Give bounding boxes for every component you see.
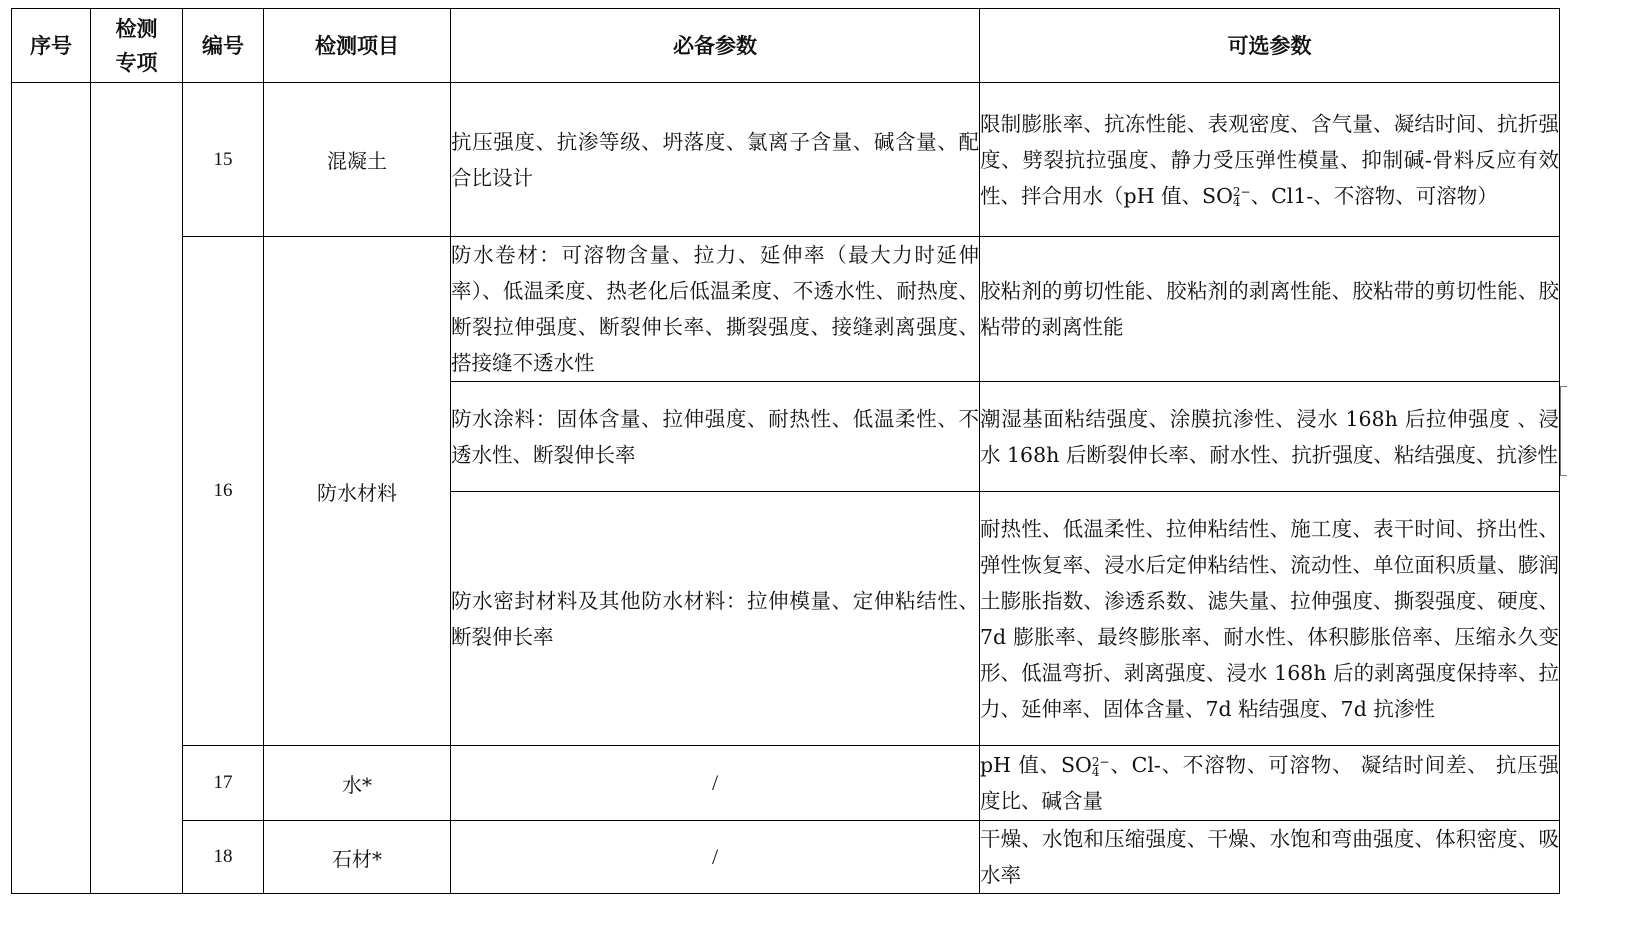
sulfate-formula: SO 2− 4	[1202, 183, 1251, 209]
optional-cell: pH 值、SO 2− 4 、Cl-、不溶物、可溶物、 凝结时间差、 抗压强度比、碱含量	[980, 746, 1560, 821]
code-cell: 15	[183, 83, 264, 237]
required-cell: 防水密封材料及其他防水材料：拉伸模量、定伸粘结性、断裂伸长率	[451, 492, 980, 746]
header-category: 检测专项	[91, 9, 183, 83]
required-cell: 防水涂料：固体含量、拉伸强度、耐热性、低温柔性、不透水性、断裂伸长率	[451, 382, 980, 492]
category-cell	[91, 83, 183, 894]
table-row	[12, 821, 1560, 894]
required-cell: /	[451, 821, 980, 894]
header-item: 检测项目	[264, 9, 451, 83]
table-row	[12, 746, 1560, 821]
sulfate-formula: SO 2− 4	[1060, 753, 1110, 779]
optional-cell: 潮湿基面粘结强度、涂膜抗渗性、浸水 168h 后拉伸强度 、浸水 168h 后断裂伸长率、耐水性、抗折强度、粘结强度、抗渗性	[980, 382, 1560, 492]
page-edge-marker	[1560, 386, 1567, 476]
item-cell: 石材*	[264, 821, 451, 894]
header-required: 必备参数	[451, 9, 980, 83]
optional-cell: 耐热性、低温柔性、拉伸粘结性、施工度、表干时间、挤出性、弹性恢复率、浸水后定伸粘结性、流动性、单位面积质量、膨润土膨胀指数、渗透系数、滤失量、拉伸强度、撕裂强度、硬度、7d 膨胀率、最终膨胀率、耐水性、体积膨胀倍率、压缩永久变形、低温弯折、剥离强度、浸水 168h 后的剥离强度保持率、拉力、延伸率、固体含量、7d 粘结强度、7d 抗渗性	[980, 492, 1560, 746]
parameter-table	[11, 8, 1560, 894]
header-seq: 序号	[12, 9, 91, 83]
header-code: 编号	[183, 9, 264, 83]
item-cell: 水*	[264, 746, 451, 821]
table-row	[12, 237, 1560, 382]
required-cell: /	[451, 746, 980, 821]
optional-cell: 限制膨胀率、抗冻性能、表观密度、含气量、凝结时间、抗折强度、劈裂抗拉强度、静力受压弹性模量、抑制碱-骨料反应有效性、拌合用水（pH 值、SO 2− 4 、Cl1-、不溶物、可溶物）	[980, 83, 1560, 237]
required-cell: 抗压强度、抗渗等级、坍落度、氯离子含量、碱含量、配合比设计	[451, 83, 980, 237]
header-optional: 可选参数	[980, 9, 1560, 83]
optional-cell: 胶粘剂的剪切性能、胶粘剂的剥离性能、胶粘带的剪切性能、胶粘带的剥离性能	[980, 237, 1560, 382]
optional-cell: 干燥、水饱和压缩强度、干燥、水饱和弯曲强度、体积密度、吸水率	[980, 821, 1560, 894]
item-cell: 防水材料	[264, 237, 451, 746]
table-row	[12, 83, 1560, 237]
seq-cell	[12, 83, 91, 894]
header-row	[12, 9, 1560, 83]
code-cell: 17	[183, 746, 264, 821]
code-cell: 18	[183, 821, 264, 894]
code-cell: 16	[183, 237, 264, 746]
item-cell: 混凝土	[264, 83, 451, 237]
required-cell: 防水卷材：可溶物含量、拉力、延伸率（最大力时延伸率）、低温柔度、热老化后低温柔度、不透水性、耐热度、断裂拉伸强度、断裂伸长率、撕裂强度、接缝剥离强度、搭接缝不透水性	[451, 237, 980, 382]
